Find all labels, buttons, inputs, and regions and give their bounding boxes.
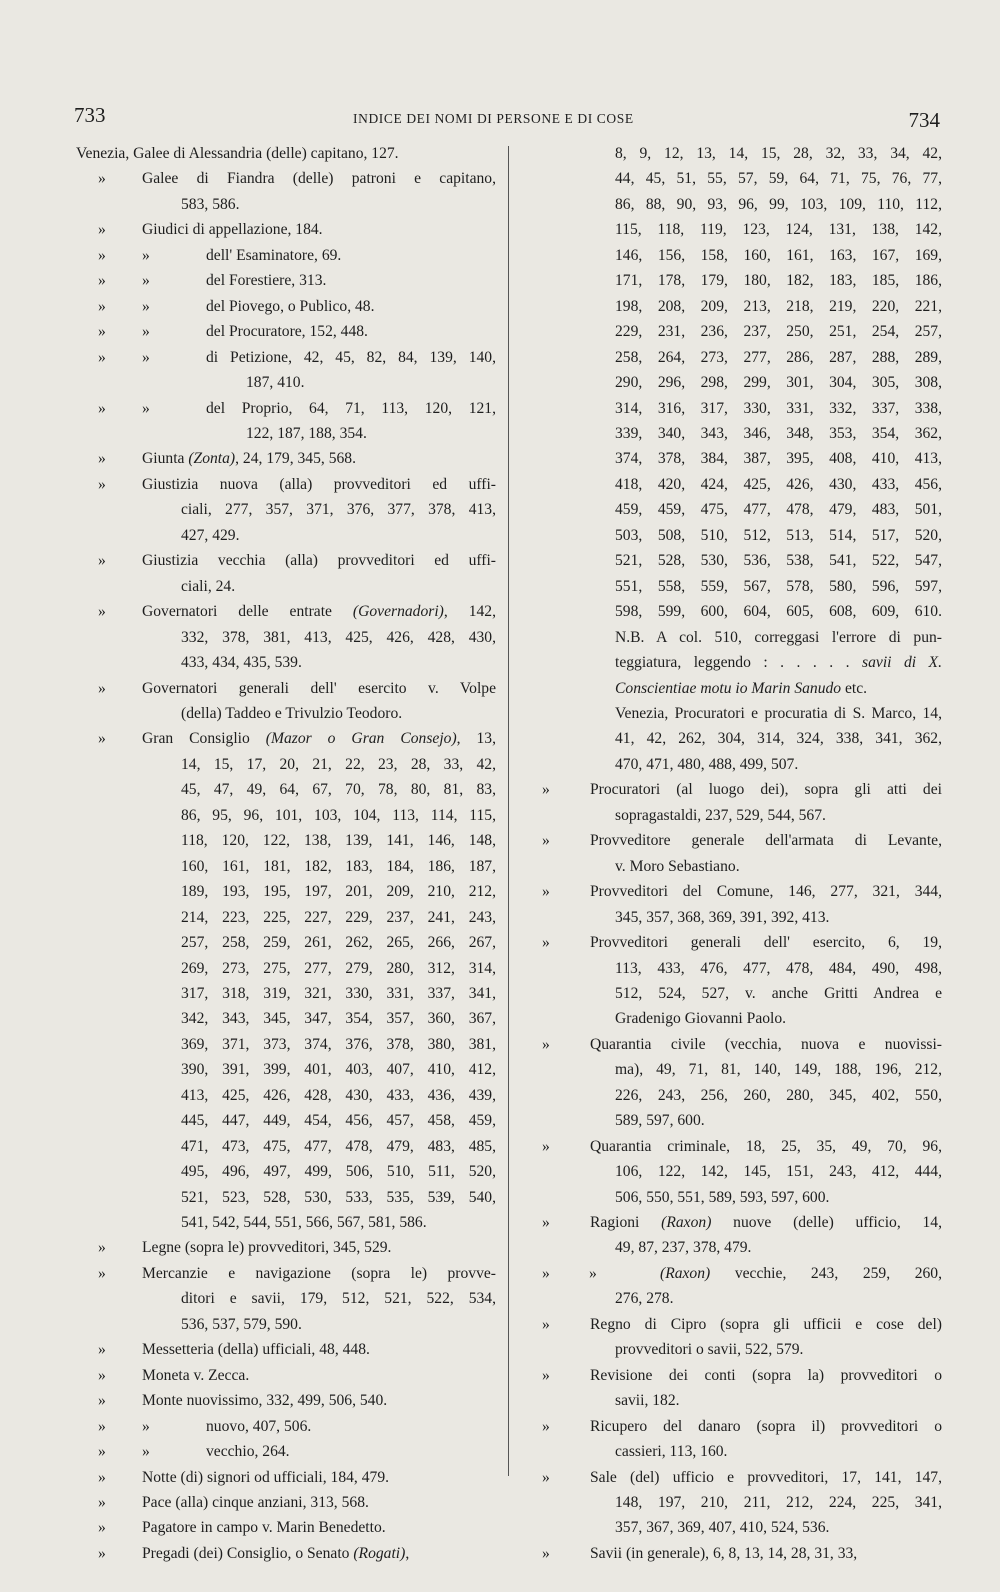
index-entry <box>520 1261 942 1312</box>
index-entry <box>76 726 496 1235</box>
index-entry <box>76 345 496 396</box>
running-title: INDICE DEI NOMI DI PERSONE E DI COSE <box>353 111 634 126</box>
entry-line: vecchio, 264. <box>206 1443 290 1461</box>
entry-line: 445, 447, 449, 454, 456, 457, 458, 459, <box>181 1112 496 1130</box>
ditto-mark: » <box>98 552 106 570</box>
ditto-mark: » <box>542 1214 550 1232</box>
entry-line: 459, 459, 475, 477, 478, 479, 483, 501, <box>615 501 942 519</box>
entry-line: 583, 586. <box>181 195 240 213</box>
index-entry <box>76 548 496 599</box>
entry-line: Governatori delle entrate (Governadori), 142, <box>142 603 496 621</box>
ditto-mark: » <box>542 781 550 799</box>
entry-line: del Procuratore, 152, 448. <box>206 323 368 341</box>
entry-line: del Proprio, 64, 71, 113, 120, 121, <box>206 399 496 417</box>
entry-line: 390, 391, 399, 401, 403, 407, 410, 412, <box>181 1061 496 1079</box>
entry-line: 369, 371, 373, 374, 376, 378, 380, 381, <box>181 1035 496 1053</box>
entry-line: Procuratori (al luogo dei), sopra gli atti dei <box>590 781 942 799</box>
entry-line: 148, 197, 210, 211, 212, 224, 225, 341, <box>615 1494 942 1512</box>
ditto-mark: » <box>98 221 106 239</box>
entry-line: 146, 156, 158, 160, 161, 163, 167, 169, <box>615 246 942 264</box>
entry-line: 113, 433, 476, 477, 478, 484, 490, 498, <box>615 959 942 977</box>
entry-line: 418, 420, 424, 425, 426, 430, 433, 456, <box>615 475 942 493</box>
entry-line: 314, 316, 317, 330, 331, 332, 337, 338, <box>615 399 942 417</box>
page-number-right: 734 <box>908 108 940 132</box>
ditto-mark: » <box>98 475 106 493</box>
entry-line: 506, 550, 551, 589, 593, 597, 600. <box>615 1188 830 1206</box>
entry-line: Governatori generali dell' esercito v. Volpe <box>142 679 496 697</box>
entry-line: nuovo, 407, 506. <box>206 1417 312 1435</box>
entry-line: ciali, 277, 357, 371, 376, 377, 378, 413, <box>181 501 496 519</box>
ditto-mark: » <box>98 1494 106 1512</box>
index-entry <box>76 1465 496 1490</box>
ditto-mark: » <box>98 679 106 697</box>
ditto-mark: » <box>98 399 106 417</box>
index-entry <box>520 141 942 701</box>
entry-line: 49, 87, 237, 378, 479. <box>615 1239 752 1257</box>
entry-line: Gran Consiglio (Mazor o Gran Consejo), 13, <box>142 730 497 748</box>
entry-line: 8, 9, 12, 13, 14, 15, 28, 32, 33, 34, 42, <box>615 145 942 162</box>
entry-line: Sale (del) ufficio e provveditori, 17, 141, 147, <box>590 1468 942 1486</box>
index-entry <box>76 166 496 217</box>
entry-line: 503, 508, 510, 512, 513, 514, 517, 520, <box>615 526 942 544</box>
ditto-mark: » <box>142 1443 150 1461</box>
ditto-mark: » <box>98 1392 106 1410</box>
entry-line: Giunta (Zonta), 24, 179, 345, 568. <box>142 450 356 468</box>
index-entry <box>76 1388 496 1413</box>
entry-line: sopragastaldi, 237, 529, 544, 567. <box>615 806 826 824</box>
entry-line: 541, 542, 544, 551, 566, 567, 581, 586. <box>181 1214 427 1232</box>
entry-line: teggiatura, leggendo : . . . . . savii di X. <box>615 654 942 672</box>
entry-line: Provveditori del Comune, 146, 277, 321, 344, <box>590 883 942 901</box>
ditto-mark: » <box>98 1366 106 1384</box>
entry-line: del Forestiere, 313. <box>206 272 327 290</box>
ditto-mark: » <box>98 323 106 341</box>
entry-line: 229, 231, 236, 237, 250, 251, 254, 257, <box>615 323 942 341</box>
index-entry <box>76 319 496 344</box>
ditto-mark: » <box>98 730 106 748</box>
ditto-mark: » <box>142 297 150 315</box>
entry-line: Regno di Cipro (sopra gli ufficii e cose del) <box>590 1315 942 1333</box>
ditto-mark: » <box>98 1468 106 1486</box>
entry-line: cassieri, 113, 160. <box>615 1443 728 1461</box>
index-entry <box>520 1210 942 1261</box>
entry-line: 433, 434, 435, 539. <box>181 654 302 672</box>
ditto-mark: » <box>542 1417 550 1435</box>
index-entry <box>76 472 496 548</box>
ditto-mark: » <box>98 272 106 290</box>
page-header <box>0 103 1000 133</box>
entry-line: ma), 49, 71, 81, 140, 149, 188, 196, 212, <box>615 1061 942 1079</box>
ditto-mark: » <box>98 1519 106 1537</box>
entry-line: 115, 118, 119, 123, 124, 131, 138, 142, <box>615 221 942 239</box>
entry-line: Pregadi (dei) Consiglio, o Senato (Rogati), <box>142 1544 410 1562</box>
ditto-mark: » <box>542 934 550 952</box>
entry-line: Provveditore generale dell'armata di Levante, <box>590 832 942 850</box>
entry-line: Savii (in generale), 6, 8, 13, 14, 28, 31, 33, <box>590 1544 858 1562</box>
ditto-mark: » <box>542 1137 550 1155</box>
ditto-mark: » <box>98 1417 106 1435</box>
entry-line: Mercanzie e navigazione (sopra le) provve- <box>142 1264 496 1282</box>
ditto-mark: » <box>142 323 150 341</box>
ditto-mark: » <box>142 399 150 417</box>
entry-line: Venezia, Galee di Alessandria (delle) capitano, 127. <box>76 145 399 162</box>
entry-line: Venezia, Procuratori e procuratia di S. Marco, 14, <box>615 704 942 722</box>
index-entry <box>520 1032 942 1134</box>
entry-line: Messetteria (della) ufficiali, 48, 448. <box>142 1341 370 1359</box>
ditto-mark: » <box>542 883 550 901</box>
index-entry <box>76 1541 496 1566</box>
index-entry <box>76 1261 496 1337</box>
ditto-mark: » <box>142 246 150 264</box>
ditto-mark: » <box>542 1315 550 1333</box>
entry-line: 226, 243, 256, 260, 280, 345, 402, 550, <box>615 1086 942 1104</box>
entry-line: 495, 496, 497, 499, 506, 510, 511, 520, <box>181 1163 496 1181</box>
column-divider <box>508 146 509 1476</box>
entry-line: 187, 410. <box>246 374 305 392</box>
entry-line: 512, 524, 527, v. anche Gritti Andrea e <box>615 984 942 1002</box>
entry-line: 86, 88, 90, 93, 96, 99, 103, 109, 110, 112, <box>615 195 942 213</box>
index-entry <box>520 1134 942 1210</box>
ditto-mark: » <box>542 1366 550 1384</box>
index-entry <box>76 141 496 166</box>
index-entry <box>76 676 496 727</box>
entry-line: del Piovego, o Publico, 48. <box>206 297 375 315</box>
index-entry <box>520 777 942 828</box>
entry-line: (Raxon) vecchie, 243, 259, 260, <box>660 1264 942 1282</box>
entry-line: Quarantia civile (vecchia, nuova e nuovissi- <box>590 1035 942 1053</box>
entry-line: Legne (sopra le) provveditori, 345, 529. <box>142 1239 392 1257</box>
index-entry <box>76 1363 496 1388</box>
entry-line: 427, 429. <box>181 526 240 544</box>
entry-line: 589, 597, 600. <box>615 1112 705 1130</box>
ditto-mark: » <box>542 1035 550 1053</box>
index-entry <box>76 243 496 268</box>
entry-line: (della) Taddeo e Trivulzio Teodoro. <box>181 704 403 722</box>
index-entry <box>520 1312 942 1363</box>
entry-line: Giustizia nuova (alla) provveditori ed uffi- <box>142 475 496 493</box>
ditto-mark: » <box>542 832 550 850</box>
ditto-mark: » <box>142 272 150 290</box>
index-entry <box>520 1465 942 1541</box>
entry-line: Pagatore in campo v. Marin Benedetto. <box>142 1519 386 1537</box>
index-entry <box>520 828 942 879</box>
entry-line: 41, 42, 262, 304, 314, 324, 338, 341, 362, <box>615 730 942 748</box>
entry-line: Notte (di) signori od ufficiali, 184, 479. <box>142 1468 390 1486</box>
entry-line: 160, 161, 181, 182, 183, 184, 186, 187, <box>181 857 496 875</box>
index-entry <box>520 930 942 1032</box>
ditto-mark: » <box>98 1544 106 1562</box>
ditto-mark: » <box>142 348 150 366</box>
index-entry <box>76 1515 496 1540</box>
entry-line: 45, 47, 49, 64, 67, 70, 78, 80, 81, 83, <box>181 781 496 799</box>
ditto-mark: » <box>98 1443 106 1461</box>
entry-line: 521, 523, 528, 530, 533, 535, 539, 540, <box>181 1188 496 1206</box>
entry-line: 374, 378, 384, 387, 395, 408, 410, 413, <box>615 450 942 468</box>
ditto-mark: » <box>542 1544 550 1562</box>
entry-line: 276, 278. <box>615 1290 674 1308</box>
entry-line: Revisione dei conti (sopra la) provveditori o <box>590 1366 942 1384</box>
ditto-mark: » <box>542 1264 550 1282</box>
entry-line: 258, 264, 273, 277, 286, 287, 288, 289, <box>615 348 942 366</box>
entry-line: Giustizia vecchia (alla) provveditori ed uffi- <box>142 552 496 570</box>
entry-line: 470, 471, 480, 488, 499, 507. <box>615 755 799 773</box>
index-entry <box>76 1490 496 1515</box>
entry-line: savii, 182. <box>615 1392 680 1410</box>
entry-line: provveditori o savii, 522, 579. <box>615 1341 804 1359</box>
ditto-mark: » <box>98 1264 106 1282</box>
index-entry <box>76 1439 496 1464</box>
entry-line: Moneta v. Zecca. <box>142 1366 250 1384</box>
entry-line: 339, 340, 343, 346, 348, 353, 354, 362, <box>615 424 942 442</box>
entry-line: dell' Esaminatore, 69. <box>206 246 342 264</box>
index-entry <box>76 1337 496 1362</box>
entry-line: v. Moro Sebastiano. <box>615 857 740 875</box>
entry-line: 44, 45, 51, 55, 57, 59, 64, 71, 75, 76, 77, <box>615 170 942 188</box>
index-entry <box>76 446 496 471</box>
index-entry <box>520 879 942 930</box>
entry-line: N.B. A col. 510, correggasi l'errore di pun- <box>615 628 942 646</box>
entry-line: 122, 187, 188, 354. <box>246 424 367 442</box>
entry-line: 189, 193, 195, 197, 201, 209, 210, 212, <box>181 883 496 901</box>
entry-line: 551, 558, 559, 567, 578, 580, 596, 597, <box>615 577 942 595</box>
entry-line: Ragioni (Raxon) nuove (delle) ufficio, 14, <box>590 1214 942 1232</box>
index-entry <box>76 396 496 447</box>
entry-line: Pace (alla) cinque anziani, 313, 568. <box>142 1494 369 1512</box>
entry-line: 317, 318, 319, 321, 330, 331, 337, 341, <box>181 984 496 1002</box>
entry-line: 521, 528, 530, 536, 538, 541, 522, 547, <box>615 552 942 570</box>
entry-line: 171, 178, 179, 180, 182, 183, 185, 186, <box>615 272 942 290</box>
entry-line: 290, 296, 298, 299, 301, 304, 305, 308, <box>615 374 942 392</box>
entry-line: 106, 122, 142, 145, 151, 243, 412, 444, <box>615 1163 942 1181</box>
entry-line: 14, 15, 17, 20, 21, 22, 23, 28, 33, 42, <box>181 755 496 773</box>
index-entry <box>76 217 496 242</box>
entry-line: 198, 208, 209, 213, 218, 219, 220, 221, <box>615 297 942 315</box>
entry-line: Gradenigo Giovanni Paolo. <box>615 1010 787 1028</box>
entry-line: Galee di Fiandra (delle) patroni e capitano, <box>142 170 496 188</box>
ditto-mark: » <box>98 1239 106 1257</box>
entry-line: 214, 223, 225, 227, 229, 237, 241, 243, <box>181 908 496 926</box>
entry-line: Quarantia criminale, 18, 25, 35, 49, 70, 96, <box>590 1137 942 1155</box>
entry-line: 269, 273, 275, 277, 279, 280, 312, 314, <box>181 959 496 977</box>
entry-line: Conscientiae motu io Marin Sanudo etc. <box>615 679 868 697</box>
index-entry <box>520 1363 942 1414</box>
index-entry <box>76 1414 496 1439</box>
entry-line: Giudici di appellazione, 184. <box>142 221 323 239</box>
entry-line: 536, 537, 579, 590. <box>181 1315 302 1333</box>
index-entry <box>76 599 496 675</box>
entry-line: ditori e savii, 179, 512, 521, 522, 534, <box>181 1290 496 1308</box>
ditto-mark: » <box>98 348 106 366</box>
index-entry <box>76 294 496 319</box>
entry-line: 257, 258, 259, 261, 262, 265, 266, 267, <box>181 934 496 952</box>
ditto-mark: » <box>98 246 106 264</box>
index-entry <box>520 1414 942 1465</box>
entry-line: Provveditori generali dell' esercito, 6, 19, <box>590 934 942 952</box>
entry-line: di Petizione, 42, 45, 82, 84, 139, 140, <box>206 348 496 366</box>
page-number-left: 733 <box>74 103 106 127</box>
entry-line: 471, 473, 475, 477, 478, 479, 483, 485, <box>181 1137 496 1155</box>
ditto-mark: » <box>98 170 106 188</box>
ditto-mark: » <box>98 297 106 315</box>
index-column-left <box>76 141 496 1566</box>
ditto-mark: » <box>98 603 106 621</box>
ditto-mark: » <box>98 450 106 468</box>
index-entry <box>76 1235 496 1260</box>
entry-line: 357, 367, 369, 407, 410, 524, 536. <box>615 1519 830 1537</box>
entry-line: ciali, 24. <box>181 577 236 595</box>
entry-line: 413, 425, 426, 428, 430, 433, 436, 439, <box>181 1086 496 1104</box>
index-entry <box>520 1541 942 1566</box>
entry-line: Monte nuovissimo, 332, 499, 506, 540. <box>142 1392 388 1410</box>
ditto-mark: » <box>589 1264 597 1282</box>
index-entry <box>520 701 942 777</box>
entry-line: Ricupero del danaro (sopra il) provveditori o <box>590 1417 942 1435</box>
ditto-mark: » <box>98 1341 106 1359</box>
index-entry <box>76 268 496 293</box>
ditto-mark: » <box>542 1468 550 1486</box>
entry-line: 332, 378, 381, 413, 425, 426, 428, 430, <box>181 628 496 646</box>
entry-line: 118, 120, 122, 138, 139, 141, 146, 148, <box>181 832 496 850</box>
entry-line: 86, 95, 96, 101, 103, 104, 113, 114, 115, <box>181 806 496 824</box>
entry-line: 342, 343, 345, 347, 354, 357, 360, 367, <box>181 1010 496 1028</box>
entry-line: 345, 357, 368, 369, 391, 392, 413. <box>615 908 830 926</box>
entry-line: 598, 599, 600, 604, 605, 608, 609, 610. <box>615 603 942 621</box>
index-column-right <box>520 141 942 1566</box>
ditto-mark: » <box>142 1417 150 1435</box>
